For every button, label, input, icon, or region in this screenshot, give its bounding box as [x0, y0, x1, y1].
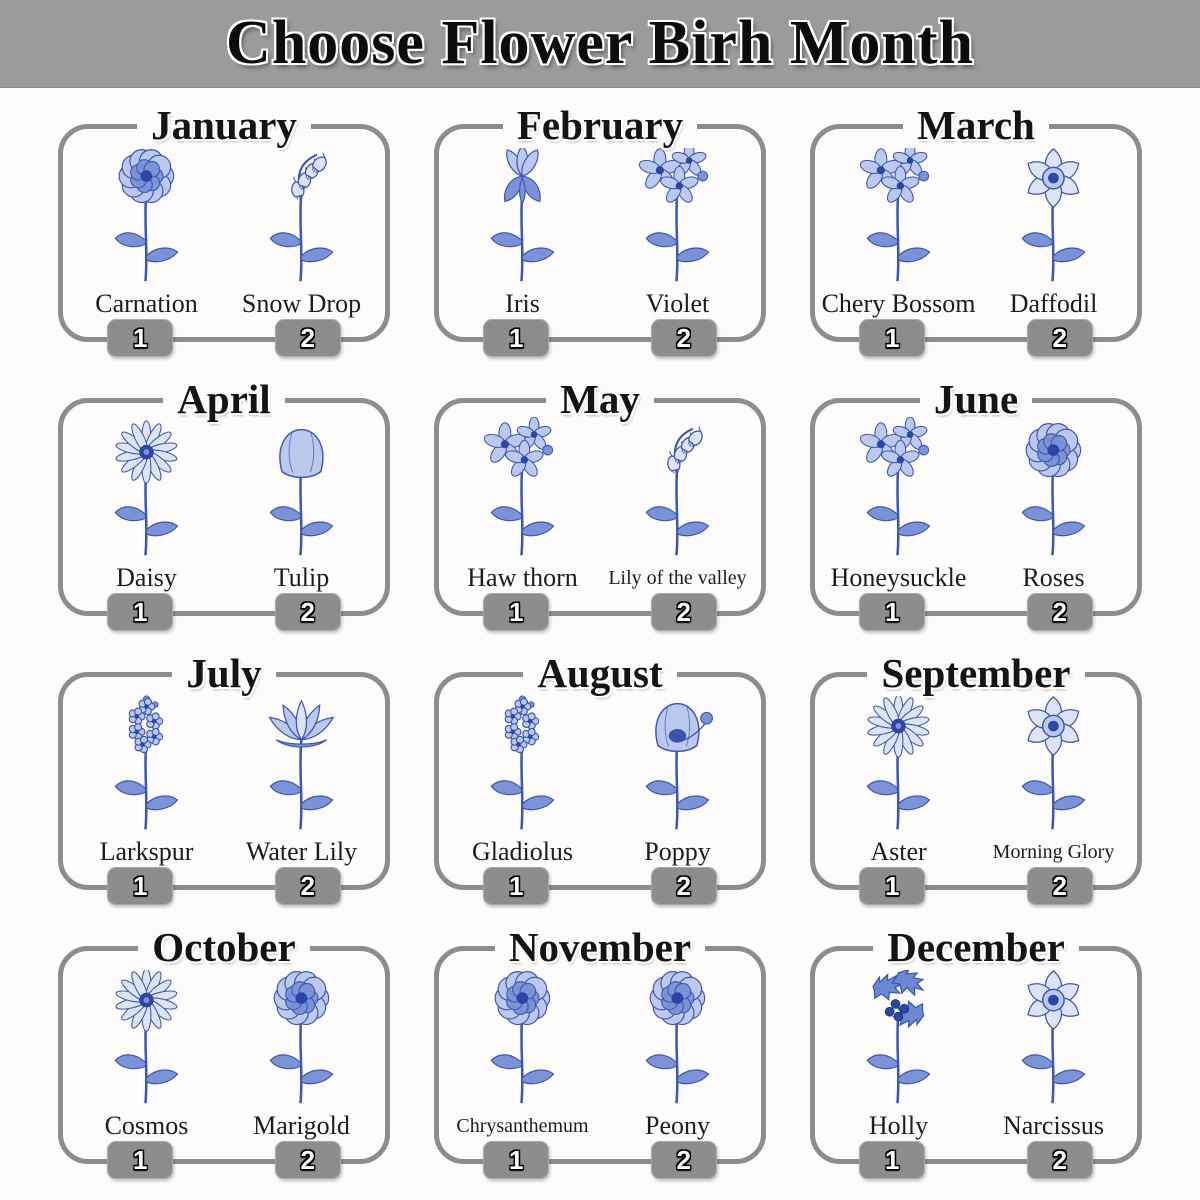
month-box	[58, 672, 390, 901]
holly-flower-illustration	[821, 965, 976, 1111]
flower-name: Peony	[645, 1111, 710, 1140]
flower-name: Aster	[870, 837, 927, 866]
cosmos-flower-illustration	[69, 965, 224, 1111]
flower-option	[821, 417, 976, 611]
narcissus-flower-illustration	[976, 965, 1131, 1111]
select-december-option-1-button[interactable]: 1	[859, 1141, 925, 1179]
month-box	[810, 124, 1142, 353]
flower-option	[976, 143, 1131, 337]
haw-thorn-flower-illustration	[445, 417, 600, 563]
poppy-flower-illustration	[600, 691, 755, 837]
month-title: April	[163, 376, 284, 422]
chery-bossom-flower-illustration	[821, 143, 976, 289]
flower-name: Larkspur	[99, 837, 194, 866]
month-card-november	[434, 924, 766, 1175]
flower-option	[69, 965, 224, 1159]
flower-option	[600, 965, 755, 1159]
flower-name: Carnation	[95, 289, 198, 318]
honeysuckle-flower-illustration	[821, 417, 976, 563]
flower-option	[69, 691, 224, 885]
flower-name: Snow Drop	[241, 289, 362, 318]
flower-option	[821, 965, 976, 1159]
month-title: August	[523, 650, 676, 696]
month-box	[434, 672, 766, 901]
month-card-may	[434, 376, 766, 627]
select-september-option-2-button[interactable]: 2	[1027, 867, 1093, 905]
select-may-option-1-button[interactable]: 1	[483, 593, 549, 631]
gladiolus-flower-illustration	[445, 691, 600, 837]
select-june-option-2-button[interactable]: 2	[1027, 593, 1093, 631]
select-june-option-1-button[interactable]: 1	[859, 593, 925, 631]
month-box	[58, 398, 390, 627]
marigold-flower-illustration	[224, 965, 379, 1111]
month-title: March	[903, 102, 1049, 148]
month-box	[810, 398, 1142, 627]
carnation-flower-illustration	[69, 143, 224, 289]
month-box	[434, 398, 766, 627]
select-november-option-1-button[interactable]: 1	[483, 1141, 549, 1179]
select-october-option-1-button[interactable]: 1	[107, 1141, 173, 1179]
flower-option	[976, 691, 1131, 885]
select-july-option-2-button[interactable]: 2	[275, 867, 341, 905]
flower-name: Roses	[1022, 563, 1085, 592]
flower-option	[600, 691, 755, 885]
select-february-option-2-button[interactable]: 2	[651, 319, 717, 357]
month-card-october	[58, 924, 390, 1175]
flower-name: Daffodil	[1009, 289, 1098, 318]
flower-option	[976, 417, 1131, 611]
flower-name: Chery Bossom	[821, 289, 976, 318]
flower-name: Holly	[868, 1111, 929, 1140]
month-card-february	[434, 102, 766, 353]
select-march-option-2-button[interactable]: 2	[1027, 319, 1093, 357]
select-august-option-2-button[interactable]: 2	[651, 867, 717, 905]
flower-option	[224, 965, 379, 1159]
flower-name: Water Lily	[245, 837, 358, 866]
flower-option	[224, 417, 379, 611]
select-april-option-2-button[interactable]: 2	[275, 593, 341, 631]
flower-option	[600, 417, 755, 611]
flower-option	[224, 143, 379, 337]
month-card-august	[434, 650, 766, 901]
larkspur-flower-illustration	[69, 691, 224, 837]
month-box	[58, 946, 390, 1175]
water-lily-flower-illustration	[224, 691, 379, 837]
flower-name: Marigold	[253, 1111, 350, 1140]
month-title: July	[172, 650, 275, 696]
select-october-option-2-button[interactable]: 2	[275, 1141, 341, 1179]
select-april-option-1-button[interactable]: 1	[107, 593, 173, 631]
month-title: May	[546, 376, 654, 422]
month-card-july	[58, 650, 390, 901]
select-march-option-1-button[interactable]: 1	[859, 319, 925, 357]
select-september-option-1-button[interactable]: 1	[859, 867, 925, 905]
month-card-september	[810, 650, 1142, 901]
flower-name: Chrysanthemum	[456, 1115, 589, 1137]
flower-option	[821, 691, 976, 885]
flower-name: Morning Glory	[992, 841, 1115, 863]
month-title: February	[503, 102, 697, 148]
month-title: October	[138, 924, 309, 970]
flower-option	[600, 143, 755, 337]
snow-drop-flower-illustration	[224, 143, 379, 289]
flower-name: Tulip	[273, 563, 330, 592]
months-grid	[0, 88, 1200, 1175]
month-title: September	[867, 650, 1084, 696]
select-january-option-2-button[interactable]: 2	[275, 319, 341, 357]
peony-flower-illustration	[600, 965, 755, 1111]
select-november-option-2-button[interactable]: 2	[651, 1141, 717, 1179]
flower-name: Poppy	[644, 837, 711, 866]
aster-flower-illustration	[821, 691, 976, 837]
month-card-april	[58, 376, 390, 627]
select-july-option-1-button[interactable]: 1	[107, 867, 173, 905]
month-card-january	[58, 102, 390, 353]
flower-name: Daisy	[116, 563, 177, 592]
flower-name: Lily of the valley	[608, 567, 747, 589]
flower-option	[976, 965, 1131, 1159]
select-august-option-1-button[interactable]: 1	[483, 867, 549, 905]
title-banner	[0, 0, 1200, 88]
month-box	[810, 946, 1142, 1175]
month-card-march	[810, 102, 1142, 353]
roses-flower-illustration	[976, 417, 1131, 563]
flower-option	[224, 691, 379, 885]
tulip-flower-illustration	[224, 417, 379, 563]
select-february-option-1-button[interactable]: 1	[483, 319, 549, 357]
morning-glory-flower-illustration	[976, 691, 1131, 837]
flower-name: Narcissus	[1002, 1111, 1105, 1140]
month-card-december	[810, 924, 1142, 1175]
flower-option	[821, 143, 976, 337]
violet-flower-illustration	[600, 143, 755, 289]
flower-option	[445, 965, 600, 1159]
flower-option	[69, 417, 224, 611]
flower-option	[445, 417, 600, 611]
flower-name: Cosmos	[104, 1111, 189, 1140]
page-title: Choose Flower Birh Month	[226, 9, 974, 77]
flower-name: Violet	[645, 289, 710, 318]
month-box	[434, 946, 766, 1175]
daisy-flower-illustration	[69, 417, 224, 563]
select-december-option-2-button[interactable]: 2	[1027, 1141, 1093, 1179]
iris-flower-illustration	[445, 143, 600, 289]
select-january-option-1-button[interactable]: 1	[107, 319, 173, 357]
flower-name: Honeysuckle	[830, 563, 967, 592]
select-may-option-2-button[interactable]: 2	[651, 593, 717, 631]
month-title: January	[137, 102, 311, 148]
daffodil-flower-illustration	[976, 143, 1131, 289]
flower-name: Gladiolus	[471, 837, 574, 866]
month-box	[58, 124, 390, 353]
flower-name: Haw thorn	[467, 563, 578, 592]
flower-name: Iris	[505, 289, 540, 318]
month-title: December	[873, 924, 1079, 970]
chrysanthemum-flower-illustration	[445, 965, 600, 1111]
month-card-june	[810, 376, 1142, 627]
month-title: November	[495, 924, 705, 970]
flower-option	[445, 691, 600, 885]
month-title: June	[920, 376, 1032, 422]
month-box	[434, 124, 766, 353]
lily-of-the-valley-flower-illustration	[600, 417, 755, 563]
flower-option	[69, 143, 224, 337]
month-box	[810, 672, 1142, 901]
flower-option	[445, 143, 600, 337]
